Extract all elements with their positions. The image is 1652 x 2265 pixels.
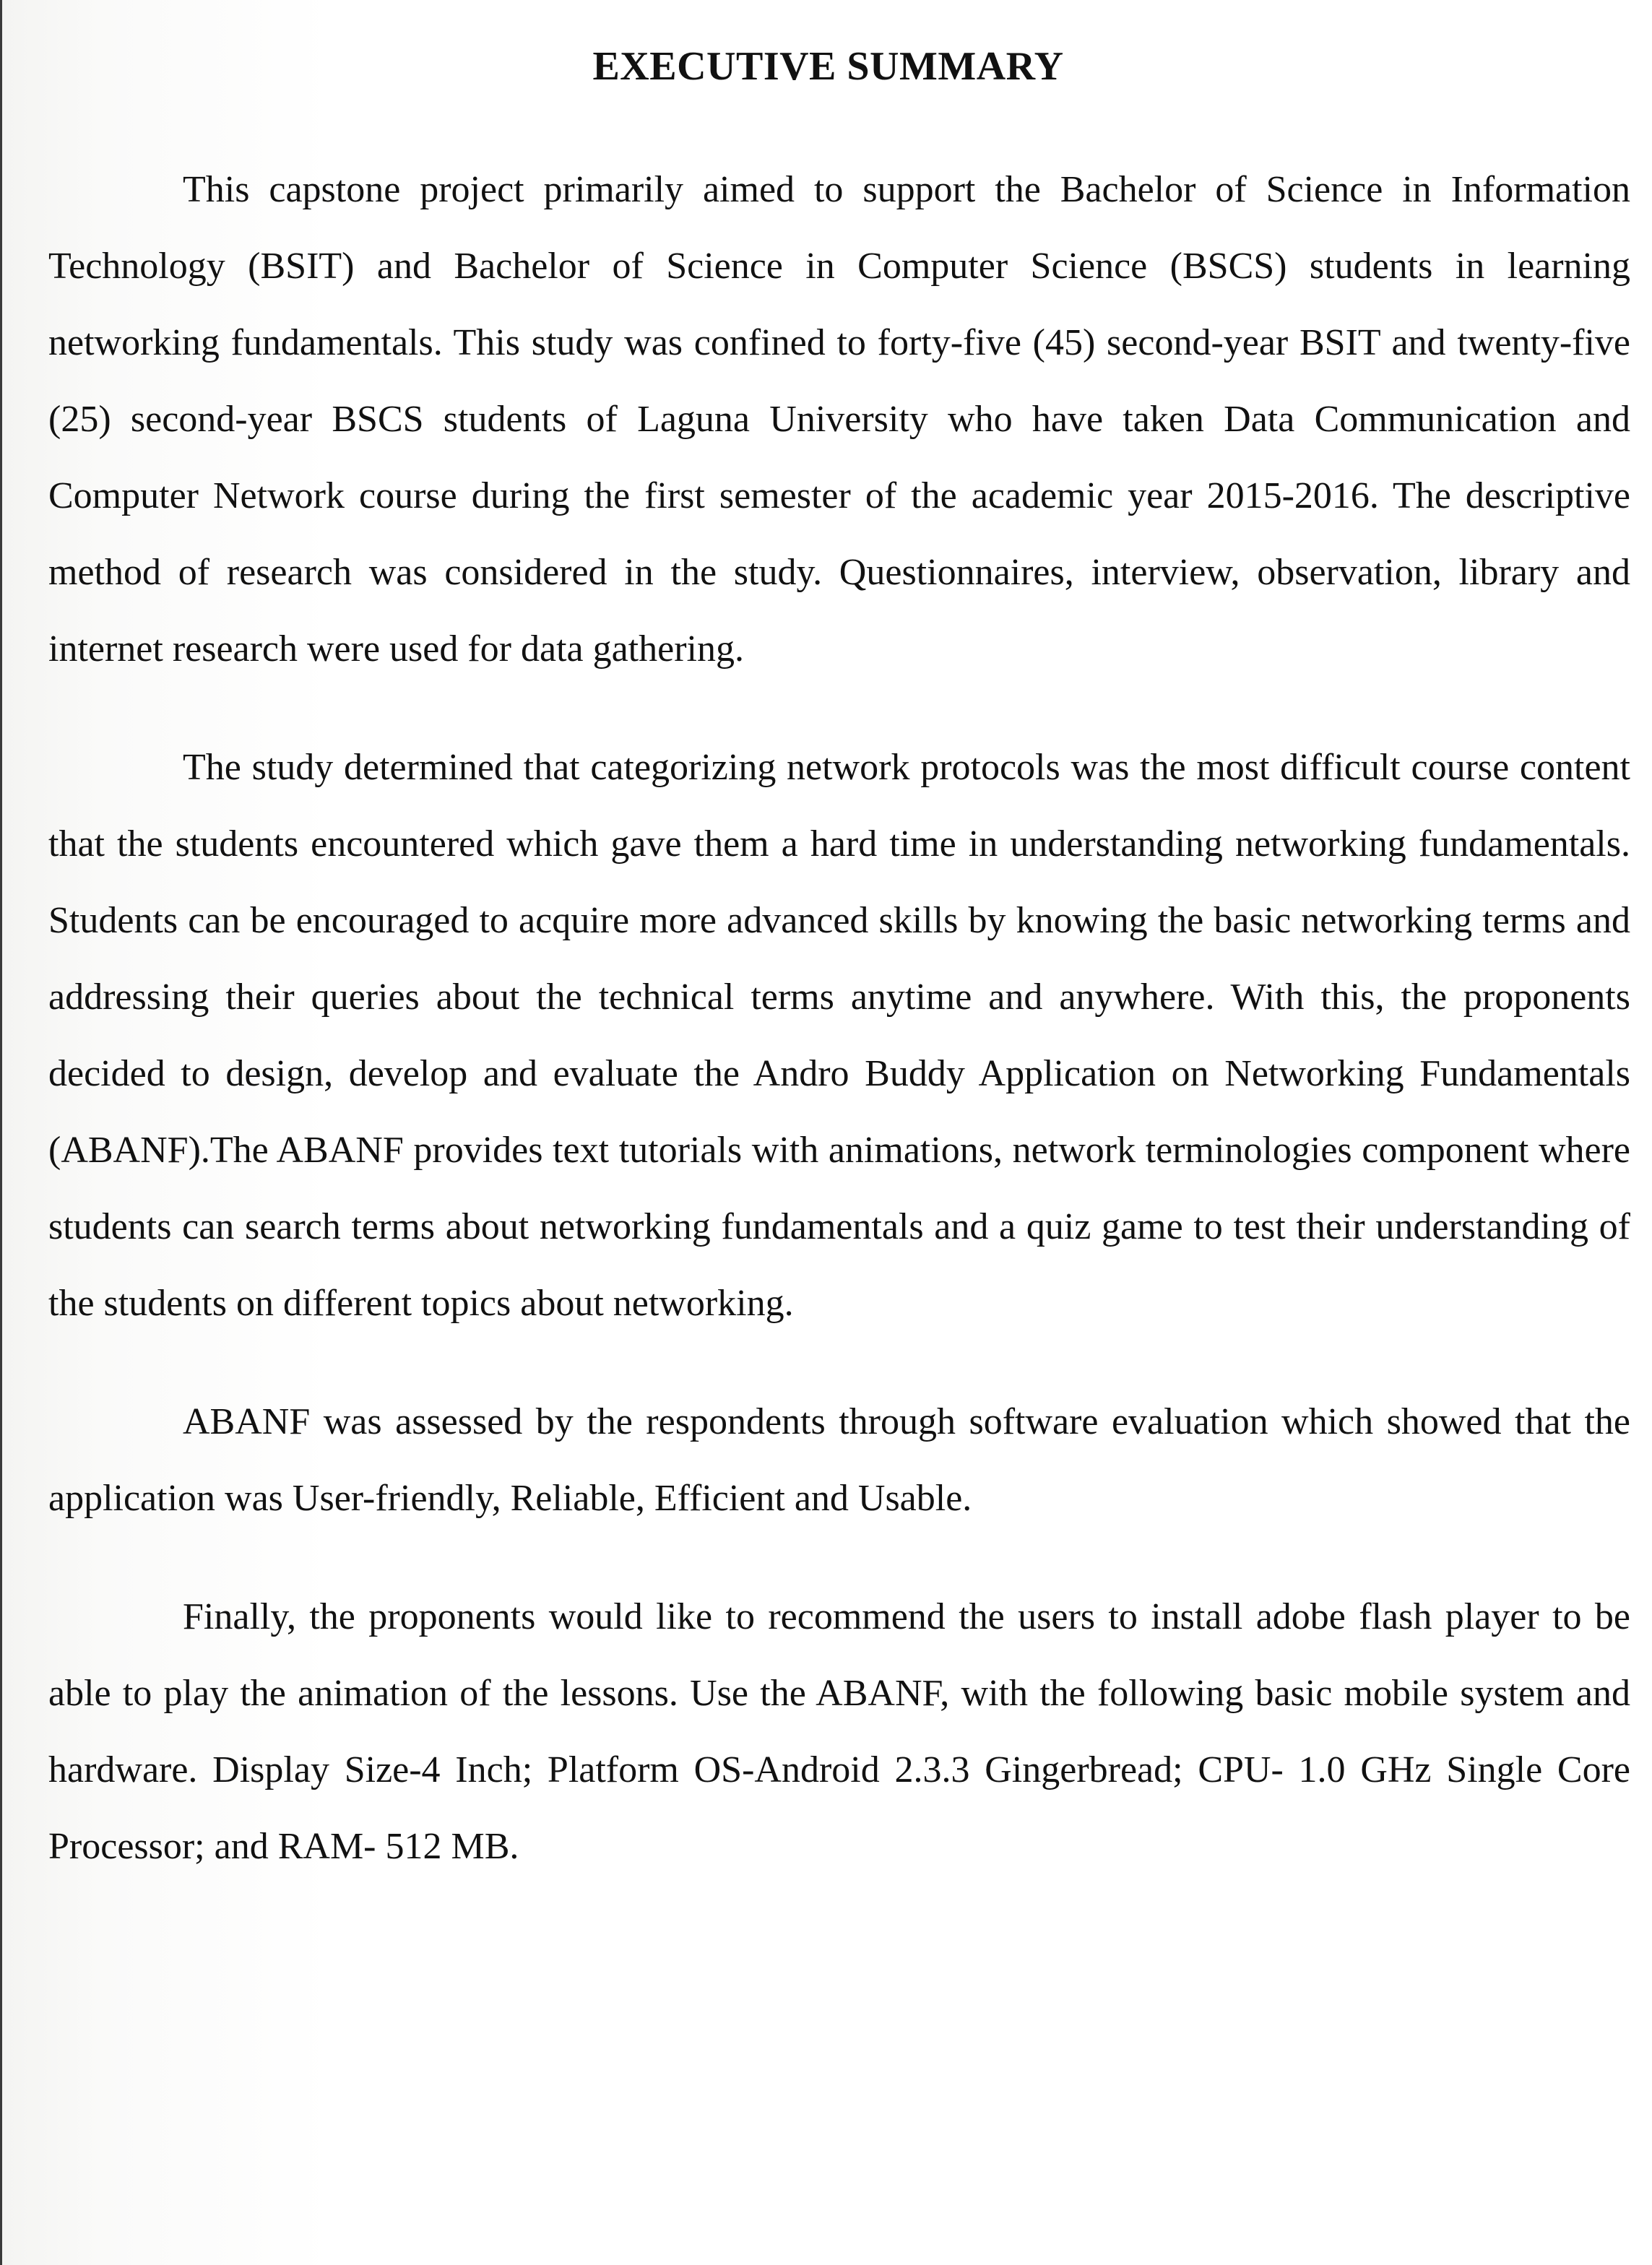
page-title: EXECUTIVE SUMMARY — [592, 44, 1064, 89]
paragraph-evaluation: ABANF was assessed by the respondents through software evaluation which showed that the application was User-friendly, Reliable, Efficient and Usable. — [48, 1401, 1630, 1519]
paragraph-recommendation: Finally, the proponents would like to recommend the users to install adobe flash player to be able to play the animation of the lessons. Use the ABANF, with the following basic mobile system and hardware. Display Size-4 Inch; Platform OS-Android 2.3.3 Gingerbread; CPU- 1.0 GHz Single Core Processor; and RAM- 512 MB. — [48, 1596, 1630, 1867]
summary-body — [48, 152, 1630, 1885]
paragraph-study-findings: The study determined that categorizing network protocols was the most difficult course content that the students encountered which gave them a hard time in understanding networking fundamentals. Students can be encouraged to acquire more advanced skills by knowing the basic networking terms and addressing their queries about the technical terms anytime and anywhere. With this, the proponents decided to design, develop and evaluate the Andro Buddy Application on Networking Fundamentals (ABANF).The ABANF provides text tutorials with animations, network terminologies component where students can search terms about networking fundamentals and a quiz game to test their understanding of the students on different topics about networking. — [48, 747, 1630, 1324]
paragraph-project-aim: This capstone project primarily aimed to support the Bachelor of Science in Information Technology (BSIT) and Bachelor of Science in Computer Science (BSCS) students in learning networking fundamentals. This study was confined to forty-five (45) second-year BSIT and twenty-five (25) second-year BSCS students of Laguna University who have taken Data Communication and Computer Network course during the first semester of the academic year 2015-2016. The descriptive method of research was considered in the study. Questionnaires, interview, observation, library and internet research were used for data gathering. — [48, 169, 1630, 670]
